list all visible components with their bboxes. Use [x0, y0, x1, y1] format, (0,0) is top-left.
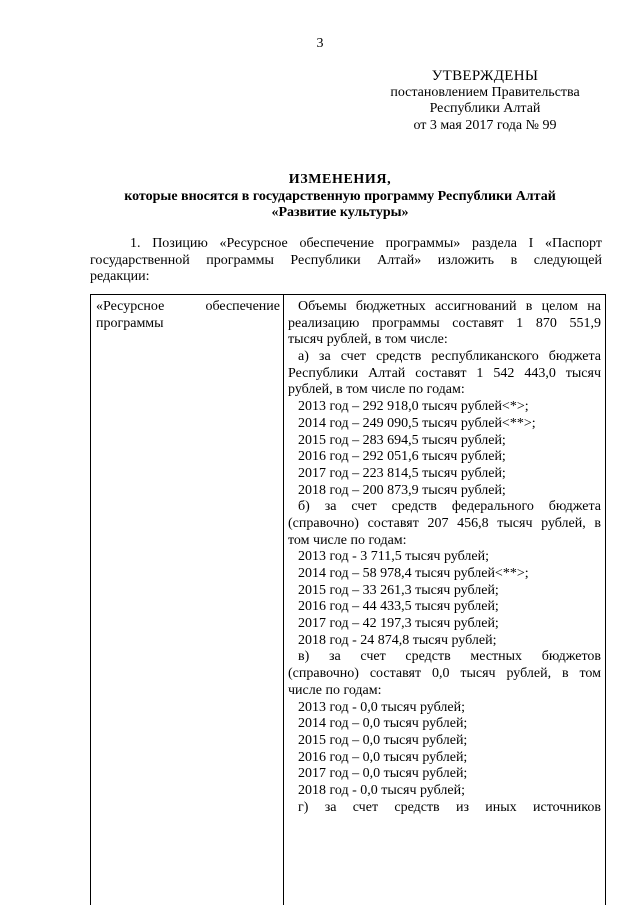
left-cell-word-2: обеспечение	[205, 299, 280, 314]
right-cell-line: 2018 год – 200 873,9 тысяч рублей;	[298, 482, 506, 498]
title-line-2: которые вносятся в государственную программу Республики Алтай	[124, 188, 556, 204]
left-cell-line-2: программы	[96, 315, 164, 331]
approval-block	[370, 68, 600, 134]
table-right-cell	[284, 295, 605, 905]
right-cell-line: 2014 год – 0,0 тысяч рублей;	[298, 716, 468, 732]
right-cell-line: рублей, в том числе по годам:	[288, 382, 465, 398]
right-cell-line: 2015 год – 0,0 тысяч рублей;	[298, 732, 468, 748]
left-cell-line-1	[96, 299, 280, 316]
right-cell-line: 2017 год – 223 814,5 тысяч рублей;	[298, 465, 506, 481]
right-cell-line: 2018 год - 24 874,8 тысяч рублей;	[298, 632, 497, 648]
right-cell-line: 2017 год – 42 197,3 тысяч рублей;	[298, 616, 499, 632]
right-cell-line: том числе по годам:	[288, 532, 407, 548]
left-cell-word-1: «Ресурсное	[96, 299, 165, 314]
right-cell-line: г) за счет средств из иных источников	[298, 799, 601, 815]
right-cell-line: (справочно) составят 0,0 тысяч рублей, в том	[288, 666, 601, 682]
resource-table	[90, 294, 606, 905]
intro-line-1: 1. Позицию «Ресурсное обеспечение программы» раздела I «Паспорт	[130, 236, 602, 251]
right-cell-line: тысяч рублей, в том числе:	[288, 332, 448, 348]
right-cell-line: в) за счет средств местных бюджетов	[298, 649, 601, 665]
right-cell-line: Объемы бюджетных ассигнований в целом на	[298, 299, 601, 314]
title-line-1: ИЗМЕНЕНИЯ,	[288, 172, 392, 187]
right-cell-line: 2015 год – 33 261,3 тысяч рублей;	[298, 582, 499, 598]
right-cell-line: 2014 год – 249 090,5 тысяч рублей<**>;	[298, 415, 536, 431]
right-cell-line: 2018 год - 0,0 тысяч рублей;	[298, 782, 465, 798]
approval-line-4: от 3 мая 2017 года № 99	[413, 117, 557, 133]
right-cell-line: 2017 год – 0,0 тысяч рублей;	[298, 766, 468, 782]
title-line-3: «Развитие культуры»	[271, 205, 409, 220]
right-cell-line: 2015 год – 283 694,5 тысяч рублей;	[298, 432, 506, 448]
intro-paragraph	[90, 236, 602, 286]
approval-line-3: Республики Алтай	[429, 101, 541, 116]
page-number: 3	[316, 36, 324, 51]
right-cell-line: 2016 год – 44 433,5 тысяч рублей;	[298, 599, 499, 615]
intro-line-3: редакции:	[90, 269, 150, 284]
right-cell-line: числе по годам:	[288, 682, 382, 698]
right-cell-line: 2016 год – 292 051,6 тысяч рублей;	[298, 449, 506, 465]
right-cell-line: Республики Алтай составят 1 542 443,0 тысяч	[288, 365, 601, 381]
right-cell-line: 2016 год – 0,0 тысяч рублей;	[298, 749, 468, 765]
approval-line-2: постановлением Правительства	[390, 84, 580, 100]
document-title	[60, 172, 620, 222]
right-cell-line: а) за счет средств республиканского бюджета	[298, 349, 601, 365]
approval-heading: УТВЕРЖДЕНЫ	[431, 68, 539, 84]
right-cell-line: реализацию программы составят 1 870 551,9	[288, 315, 601, 331]
right-cell-line: 2013 год - 0,0 тысяч рублей;	[298, 699, 465, 715]
table-left-cell	[91, 295, 284, 905]
right-cell-line: (справочно) составят 207 456,8 тысяч рублей, в	[288, 515, 601, 531]
right-cell-line: 2013 год – 292 918,0 тысяч рублей<*>;	[298, 399, 529, 415]
intro-line-2: государственной программы Республики Алтай» изложить в следующей	[90, 252, 602, 268]
right-cell-line: б) за счет средств федерального бюджета	[298, 499, 601, 515]
right-cell-line: 2013 год - 3 711,5 тысяч рублей;	[298, 549, 489, 565]
right-cell-line: 2014 год – 58 978,4 тысяч рублей<**>;	[298, 566, 529, 581]
